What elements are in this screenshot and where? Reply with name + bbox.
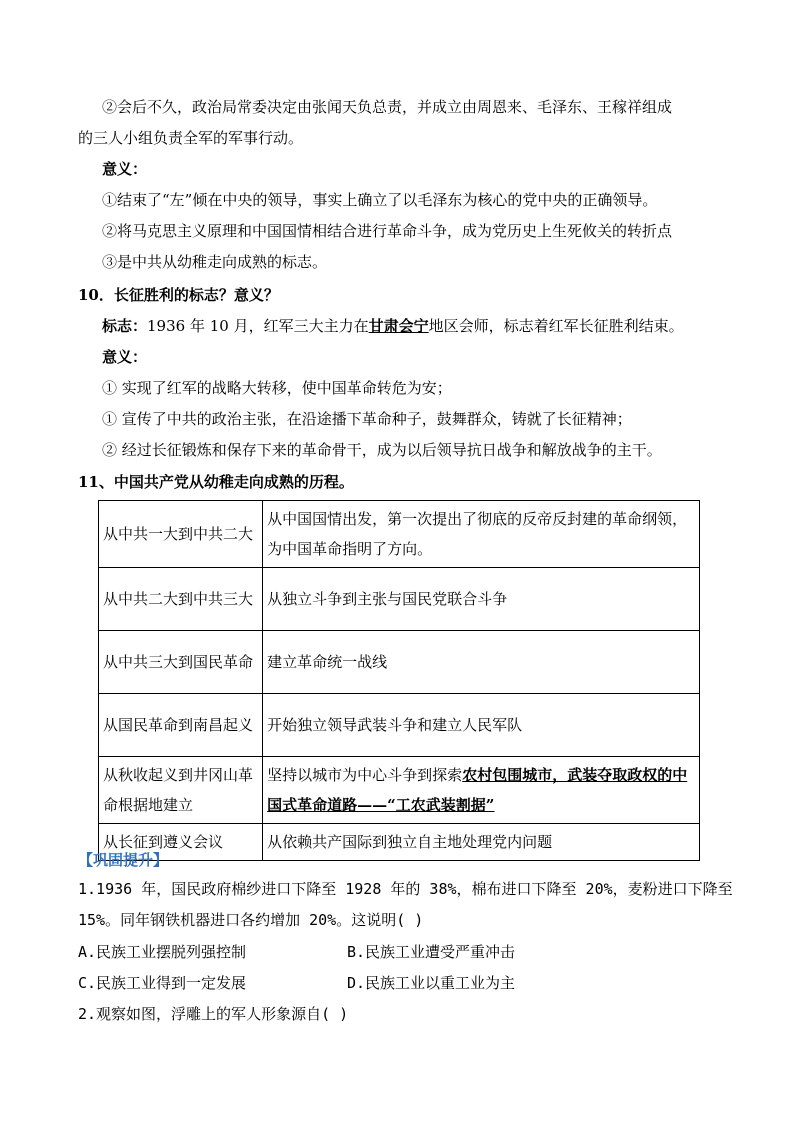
meaning-item-3: ③是中共从幼稚走向成熟的标志。 <box>102 253 328 271</box>
q10-meaning-1: ① 实现了红军的战略大转移，使中国革命转危为安； <box>102 379 452 397</box>
table-cell-period: 从秋收起义到井冈山革命根据地建立 <box>99 757 263 824</box>
q11-title: 11、中国共产党从幼稚走向成熟的历程。 <box>78 473 354 491</box>
table-cell-period: 从长征到遵义会议 <box>99 824 263 861</box>
q10-meaning-label: 意义： <box>102 348 148 366</box>
table-row <box>99 631 700 694</box>
q1-option-b[interactable]: B.民族工业遭受严重冲击 <box>347 943 516 961</box>
q1-line2: 15%。同年钢铁机器进口各约增加 20%。这说明( ) <box>78 911 424 929</box>
q10-sign-text-a: 1936 年 10 月，红军三大主力在 <box>147 317 369 335</box>
q10-sign <box>102 316 684 336</box>
meaning-item-1: ①结束了“左”倾在中央的领导，事实上确立了以毛泽东为核心的党中央的正确领导。 <box>102 191 658 209</box>
q2-line: 2.观察如图，浮雕上的军人形象源自( ) <box>78 1005 349 1023</box>
table-cell-content <box>263 757 700 824</box>
table-cell-content: 从中国国情出发，第一次提出了彻底的反帝反封建的革命纲领，为中国革命指明了方向。 <box>263 501 700 568</box>
table-cell-content: 建立革命统一战线 <box>263 631 700 694</box>
q1-option-a[interactable]: A.民族工业摆脱列强控制 <box>78 943 247 961</box>
table-row <box>99 501 700 568</box>
q10-sign-place: 甘肃会宁 <box>368 317 429 335</box>
table-cell-content: 开始独立领导武装斗争和建立人民军队 <box>263 694 700 757</box>
q1-option-d[interactable]: D.民族工业以重工业为主 <box>347 974 516 992</box>
item2-line1: ②会后不久，政治局常委决定由张闻天负总责，并成立由周恩来、毛泽东、王稼祥组成 <box>102 98 673 116</box>
meaning-label: 意义： <box>102 160 148 178</box>
q10-sign-text-b: 地区会师，标志着红军长征胜利结束。 <box>428 317 684 335</box>
item2-line2: 的三人小组负责全军的军事行动。 <box>78 129 304 147</box>
table-row <box>99 824 700 861</box>
table-cell-period: 从国民革命到南昌起义 <box>99 694 263 757</box>
history-table <box>98 500 700 861</box>
table-row <box>99 757 700 824</box>
q10-title: 10．长征胜利的标志？意义？ <box>78 286 279 304</box>
q1-line1: 1.1936 年，国民政府棉纱进口下降至 1928 年的 38%，棉布进口下降至 20%，麦粉进口下降至 <box>78 880 733 898</box>
q1-option-c[interactable]: C.民族工业得到一定发展 <box>78 974 247 992</box>
table-cell-period: 从中共二大到中共三大 <box>99 568 263 631</box>
table-cell-content-b: 农村包围城市，武装夺取政权的中国式革命道路——“工农武装割据” <box>267 766 688 814</box>
table-cell-period: 从中共一大到中共二大 <box>99 501 263 568</box>
q10-sign-label: 标志： <box>102 317 148 335</box>
table-cell-content: 从独立斗争到主张与国民党联合斗争 <box>263 568 700 631</box>
table-cell-period: 从中共三大到国民革命 <box>99 631 263 694</box>
q10-meaning-2: ① 宣传了中共的政治主张，在沿途播下革命种子，鼓舞群众，铸就了长征精神； <box>102 410 632 428</box>
table-row <box>99 568 700 631</box>
table-row <box>99 694 700 757</box>
q10-meaning-3: ② 经过长征锻炼和保存下来的革命骨干，成为以后领导抗日战争和解放战争的主干。 <box>102 441 662 459</box>
table-cell-content: 从依赖共产国际到独立自主地处理党内问题 <box>263 824 700 861</box>
table-cell-content-a: 坚持以城市为中心斗争到探索 <box>267 766 463 784</box>
consolidate-title: 【巩固提升】 <box>78 851 169 869</box>
meaning-item-2: ②将马克思主义原理和中国国情相结合进行革命斗争，成为党历史上生死攸关的转折点 <box>102 222 673 240</box>
